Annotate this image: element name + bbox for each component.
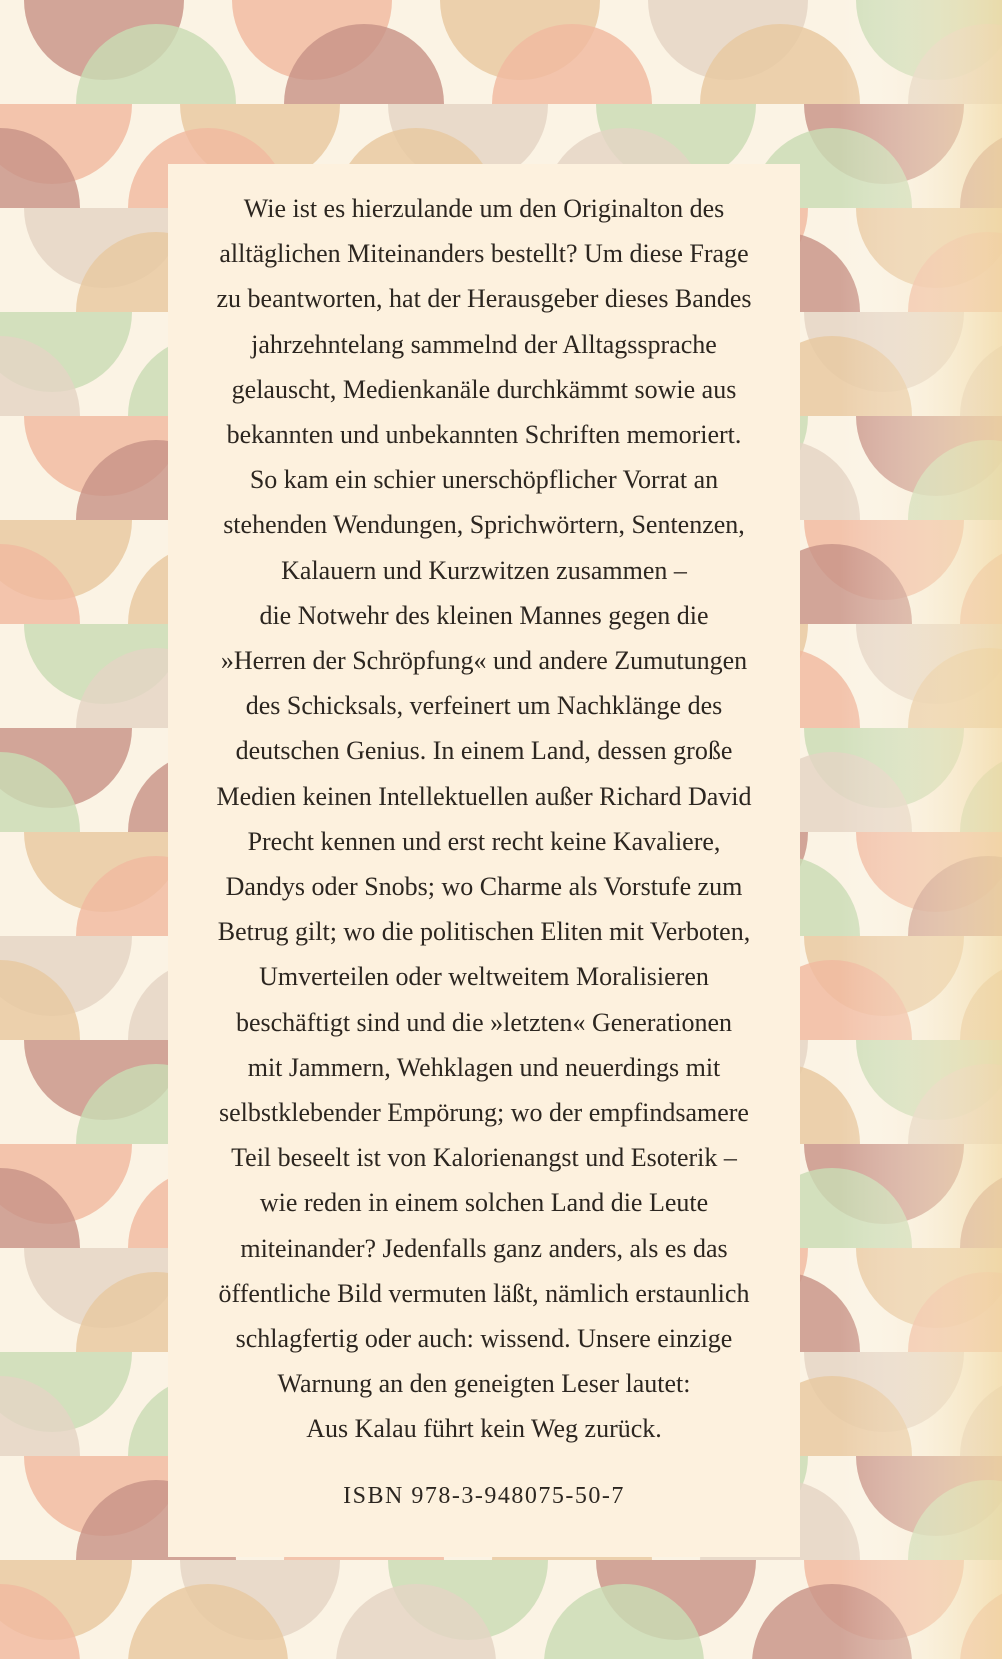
blurb-line: deutschen Genius. In einem Land, dessen große — [235, 736, 733, 766]
blurb-line: alltäglichen Miteinanders bestellt? Um diese Frage — [219, 239, 749, 269]
blurb-line: jahrzehntelang sammelnd der Alltagssprache — [251, 329, 717, 359]
blurb-line: die Notwehr des kleinen Mannes gegen die — [259, 600, 709, 630]
blurb-line: beschäftigt sind und die »letzten« Generationen — [235, 1007, 732, 1037]
blurb-line: Umverteilen oder weltweitem Moralisieren — [259, 962, 709, 992]
blurb-line: selbstklebender Empörung; wo der empfindsamere — [219, 1098, 749, 1128]
blurb-line: Wie ist es hierzulande um den Originalton des — [243, 194, 725, 223]
blurb-line: des Schicksals, verfeinert um Nachklänge des — [245, 691, 723, 721]
blurb-line: wie reden in einem solchen Land die Leute — [259, 1188, 709, 1218]
blurb-line: Dandys oder Snobs; wo Charme als Vorstufe zum — [225, 872, 743, 902]
blurb-line: zu beantworten, hat der Herausgeber dieses Bandes — [216, 284, 752, 314]
blurb-line: gelauscht, Medienkanäle durchkämmt sowie aus — [231, 374, 737, 404]
blurb-line: mit Jammern, Wehklagen und neuerdings mit — [247, 1052, 721, 1082]
right-edge-shading — [840, 0, 1002, 1659]
blurb-line: »Herren der Schröpfung« und andere Zumutungen — [220, 646, 748, 676]
blurb-line: Warnung an den geneigten Leser lautet: — [277, 1369, 691, 1399]
blurb-line: Betrug gilt; wo die politischen Eliten mit Verboten, — [217, 917, 751, 947]
blurb-line: Kalauern und Kurzwitzen zusammen – — [281, 555, 687, 585]
blurb-line: Precht kennen und erst recht keine Kavaliere, — [247, 826, 721, 856]
blurb-line: öffentliche Bild vermuten läßt, nämlich erstaunlich — [218, 1278, 750, 1308]
blurb-line: schlagfertig oder auch: wissend. Unsere einzige — [235, 1324, 733, 1354]
blurb-line: stehenden Wendungen, Sprichwörtern, Sentenzen, — [223, 510, 745, 540]
text-panel — [168, 164, 800, 1557]
blurb-text — [168, 186, 800, 1452]
blurb-line: Teil beseelt ist von Kalorienangst und Esoterik – — [231, 1143, 737, 1173]
blurb-line: Aus Kalau führt kein Weg zurück. — [306, 1414, 662, 1444]
blurb-line: So kam ein schier unerschöpflicher Vorrat an — [249, 465, 719, 495]
isbn-number: ISBN 978-3-948075-50-7 — [343, 1483, 625, 1509]
blurb-line: Medien keinen Intellektuellen außer Richard David — [216, 781, 752, 811]
blurb-line: bekannten und unbekannten Schriften memoriert. — [226, 420, 742, 450]
blurb-line: miteinander? Jedenfalls ganz anders, als es das — [240, 1233, 728, 1263]
